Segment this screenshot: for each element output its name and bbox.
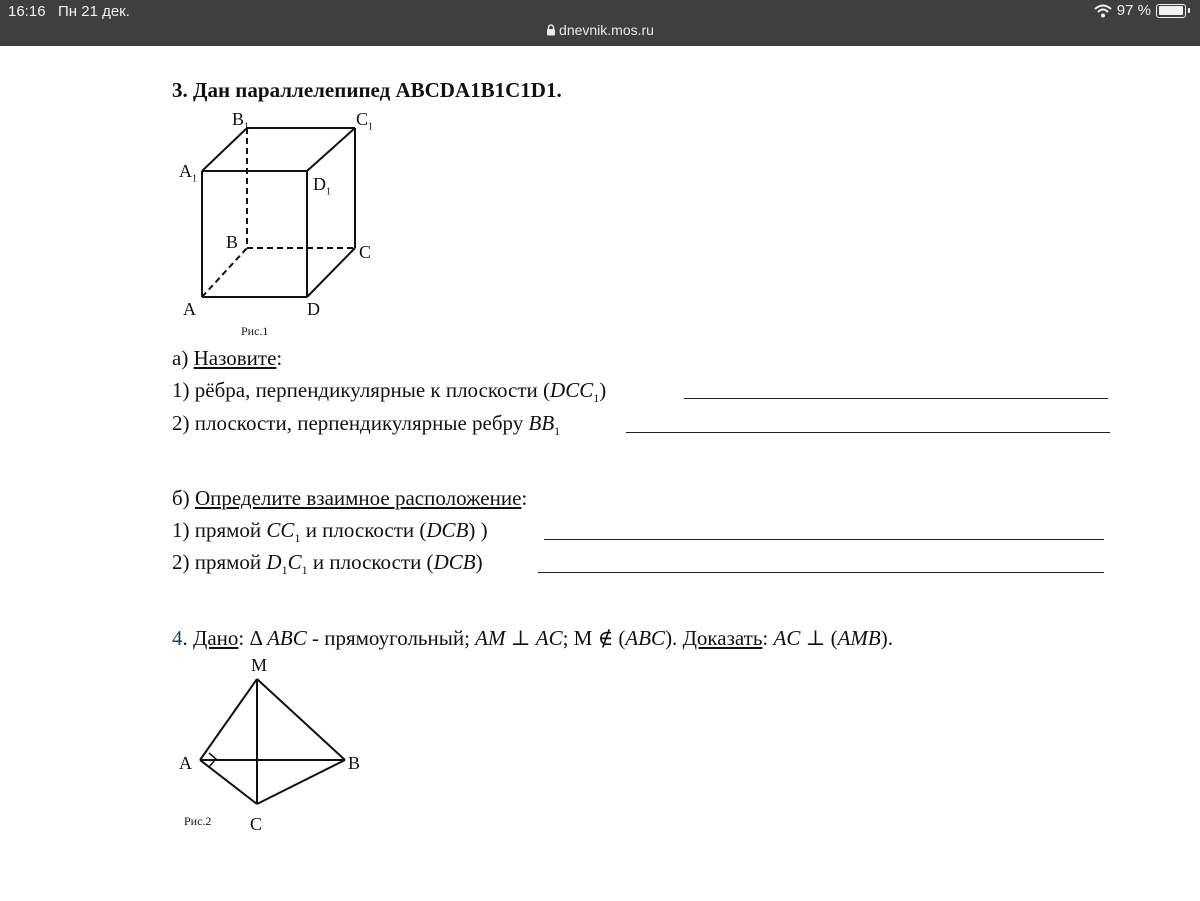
part-b-heading: б) Определите взаимное расположение: xyxy=(172,486,528,510)
pyramid-figure xyxy=(0,46,400,846)
address-bar[interactable] xyxy=(0,22,1200,38)
label-c-fig2: C xyxy=(250,814,263,834)
task4-statement: 4. Дано: Δ ABC - прямоугольный; AM ⊥ AC; М ∉ (ABC). Доказать: AC ⊥ (AMB). xyxy=(172,626,894,650)
part-a-q1: 1) рёбра, перпендикулярные к плоскости $(DCC_1)$ xyxy=(172,378,607,406)
label-d1: $D_1$ xyxy=(313,174,331,198)
label-b-fig2: B xyxy=(348,753,361,773)
label-c: C xyxy=(359,242,372,262)
answer-line-a1[interactable] xyxy=(684,382,1108,399)
wifi-icon xyxy=(1094,4,1112,18)
task3-title: 3. Дан параллелепипед ABCDA1B1C1D1. xyxy=(172,78,562,102)
answer-line-a2[interactable] xyxy=(626,416,1110,433)
label-a: A xyxy=(183,299,196,319)
label-m: M xyxy=(251,655,268,675)
label-b: B xyxy=(226,232,239,252)
answer-line-b2[interactable] xyxy=(538,556,1104,573)
answer-line-b1[interactable] xyxy=(544,523,1104,540)
label-c1: $C_1$ xyxy=(356,109,374,133)
battery-percent: 97 % xyxy=(1116,2,1151,19)
part-a-q2: 2) плоскости, перпендикулярные ребру $BB_1$ xyxy=(172,411,561,439)
battery-fill xyxy=(1159,6,1183,15)
part-b-q2: 2) прямой $D_1C_1$ и плоскости (DCB) xyxy=(172,550,483,578)
figure2-caption: Рис.2 xyxy=(184,814,212,828)
document xyxy=(0,46,1200,901)
label-a1: $A_1$ xyxy=(179,161,197,185)
battery-nub xyxy=(1188,8,1190,13)
label-a-fig2: A xyxy=(179,753,192,773)
label-b1: $B_1$ xyxy=(232,109,250,133)
lock-icon xyxy=(546,24,556,36)
status-time: 16:16 xyxy=(8,3,46,20)
edge-mb xyxy=(257,679,345,760)
edge-bc xyxy=(257,760,345,804)
url-text[interactable]: dnevnik.mos.ru xyxy=(559,22,654,38)
edge-ma xyxy=(200,679,257,760)
status-date: Пн 21 дек. xyxy=(58,3,130,20)
figure1-caption: Рис.1 xyxy=(241,324,269,338)
status-right xyxy=(1094,2,1190,19)
part-a-heading: а) Назовите: xyxy=(172,346,283,370)
part-b-q1: 1) прямой $CC_1$ и плоскости (DCB) ) xyxy=(172,518,488,546)
battery-icon xyxy=(1156,4,1186,18)
status-bar xyxy=(0,0,1200,46)
label-d: D xyxy=(307,299,320,319)
